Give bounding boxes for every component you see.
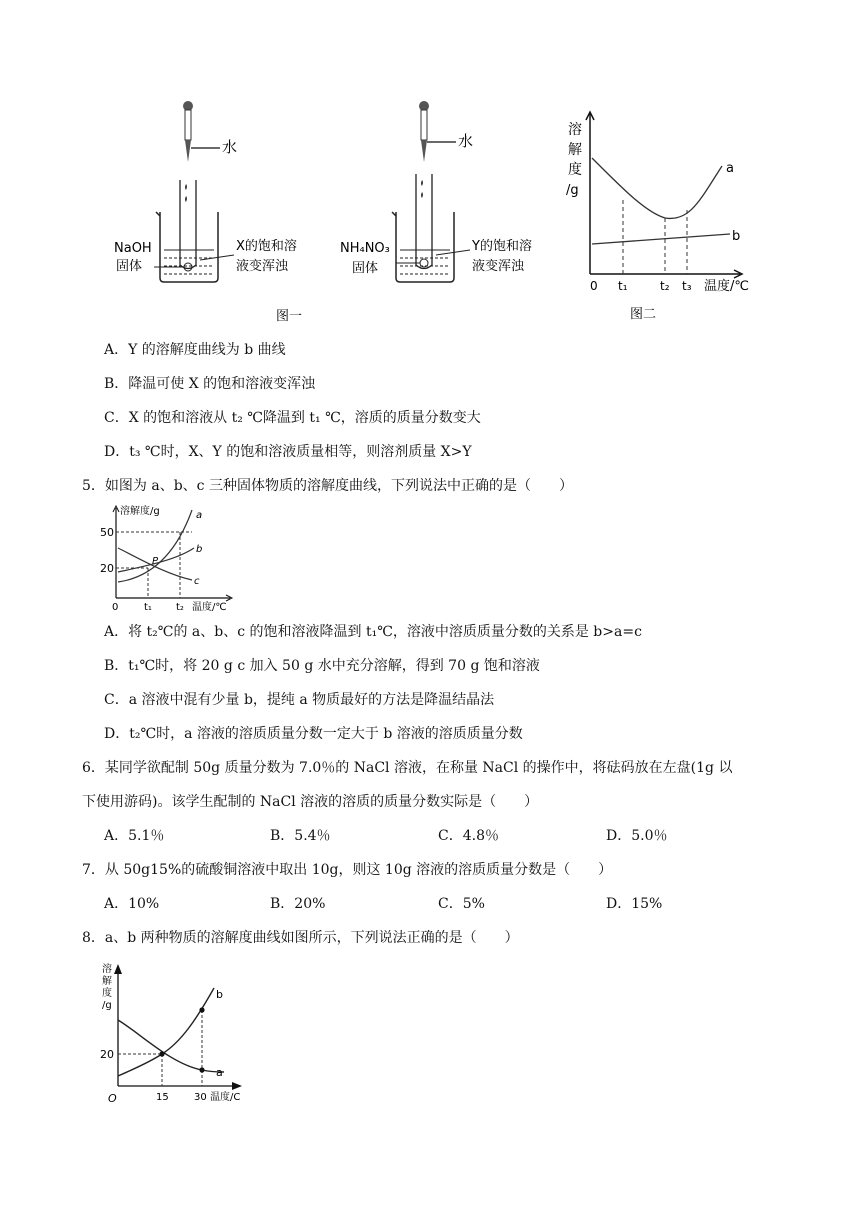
q8-chart-x30: 30	[194, 1092, 207, 1103]
q8-chart	[96, 958, 266, 1108]
fig2-tick-t1: t₁	[618, 279, 628, 293]
q5-chart-x0: 0	[112, 602, 119, 613]
q5-chart-t1: t₁	[144, 602, 152, 613]
nh4no3-label: NH₄NO₃	[340, 241, 390, 256]
q8-chart-x0: O	[108, 1092, 117, 1105]
beaker-1-apparatus	[154, 101, 234, 282]
fig2-xlabel: 温度/℃	[704, 279, 749, 294]
q8-chart-b-label: b	[216, 988, 223, 1001]
q5-stem: 5．如图为 a、b、c 三种固体物质的溶解度曲线，下列说法中正确的是（ ）	[82, 478, 573, 494]
q6-stem-line-1: 6．某同学欲配制 50g 质量分数为 7.0％的 NaCl 溶液，在称量 NaCl 的操作中，将砝码放在左盘(1g 以	[82, 760, 733, 776]
q8-chart-x15: 15	[156, 1092, 169, 1103]
fig2-tick-t3: t₃	[682, 279, 692, 293]
q7-option-a: A．10%	[104, 896, 160, 912]
q8-stem: 8．a、b 两种物质的溶解度曲线如图所示，下列说法正确的是（ ）	[82, 930, 519, 946]
q8-chart-xlabel: 温度/C	[210, 1092, 241, 1103]
q7-option-c: C．5%	[438, 896, 485, 912]
q6-option-c: C．4.8％	[438, 828, 499, 844]
q6-option-d: D．5.0％	[606, 828, 668, 844]
water-label-1: 水	[222, 138, 238, 156]
q4-option-b: B．降温可使 X 的饱和溶液变浑浊	[104, 376, 316, 392]
q4-option-a: A．Y 的溶解度曲线为 b 曲线	[104, 342, 286, 358]
caption-figure-1: 图一	[276, 309, 303, 324]
fig2-ylabel-3: 度	[568, 162, 582, 178]
q6-option-b: B．5.4％	[270, 828, 331, 844]
y-solution-label-1: Y的饱和溶	[472, 239, 532, 254]
solid-label-2: 固体	[352, 261, 379, 276]
fig2-ylabel-4: /g	[566, 183, 579, 198]
q8-chart-ylabel-1: 溶	[102, 964, 112, 975]
q7-stem: 7．从 50g15%的硫酸铜溶液中取出 10g，则这 10g 溶液的溶质质量分数是（ ）	[82, 862, 613, 878]
q5-chart-a-label: a	[196, 510, 203, 521]
q5-chart	[96, 502, 246, 614]
water-label-2: 水	[458, 132, 474, 150]
fig2-curve-b-label: b	[732, 229, 741, 244]
q8-chart-ylabel-4: /g	[102, 1000, 112, 1011]
q4-option-c: C．X 的饱和溶液从 t₂ ℃降温到 t₁ ℃，溶质的质量分数变大	[104, 410, 481, 426]
q5-chart-y50: 50	[100, 526, 114, 539]
q6-option-a: A．5.1％	[104, 828, 165, 844]
caption-figure-2: 图二	[630, 307, 657, 322]
y-solution-label-2: 液变浑浊	[472, 259, 525, 274]
q5-chart-c-label: c	[194, 576, 200, 587]
q5-option-b: B．t₁℃时，将 20 g c 加入 50 g 水中充分溶解，得到 70 g 饱和溶液	[104, 658, 540, 674]
q5-chart-xlabel: 温度/℃	[192, 602, 227, 613]
q5-chart-t2: t₂	[176, 602, 184, 613]
x-solution-label-2: 液变浑浊	[236, 259, 289, 274]
q7-option-b: B．20%	[270, 896, 326, 912]
x-solution-label-1: X的饱和溶	[236, 239, 297, 254]
q5-option-c: C．a 溶液中混有少量 b，提纯 a 物质最好的方法是降温结晶法	[104, 692, 495, 708]
fig2-ylabel-1: 溶	[568, 122, 582, 138]
naoh-label: NaOH	[114, 241, 152, 256]
q5-option-a: A．将 t₂℃的 a、b、c 的饱和溶液降温到 t₁℃，溶液中溶质质量分数的关系是 b>a=c	[104, 624, 642, 640]
q8-chart-ylabel-2: 解	[102, 976, 112, 987]
q7-option-d: D．15%	[606, 896, 663, 912]
solid-label-1: 固体	[116, 259, 143, 274]
fig2-curve-a-label: a	[726, 161, 734, 176]
q4-option-d: D．t₃ ℃时，X、Y 的饱和溶液质量相等，则溶剂质量 X>Y	[104, 444, 472, 460]
q5-chart-y20: 20	[100, 562, 114, 575]
beaker-2-apparatus	[392, 101, 470, 282]
q8-chart-a-label: a	[216, 1066, 223, 1079]
q6-stem-line-2: 下使用游码)。该学生配制的 NaCl 溶液的溶质的质量分数实际是（ ）	[82, 794, 539, 810]
q5-chart-p-label: P	[152, 556, 159, 567]
q8-chart-y20: 20	[100, 1048, 114, 1061]
figure-2-chart	[586, 112, 742, 278]
q5-option-d: D．t₂℃时，a 溶液的溶质质量分数一定大于 b 溶液的溶质质量分数	[104, 726, 523, 742]
q5-chart-ylabel: 溶解度/g	[120, 506, 160, 517]
fig2-ylabel-2: 解	[568, 142, 582, 158]
fig2-tick-t2: t₂	[660, 279, 670, 293]
q5-chart-b-label: b	[196, 544, 203, 555]
fig2-tick-0: 0	[590, 279, 598, 293]
figure-1-and-2	[100, 90, 780, 330]
q8-chart-ylabel-3: 度	[102, 988, 112, 999]
